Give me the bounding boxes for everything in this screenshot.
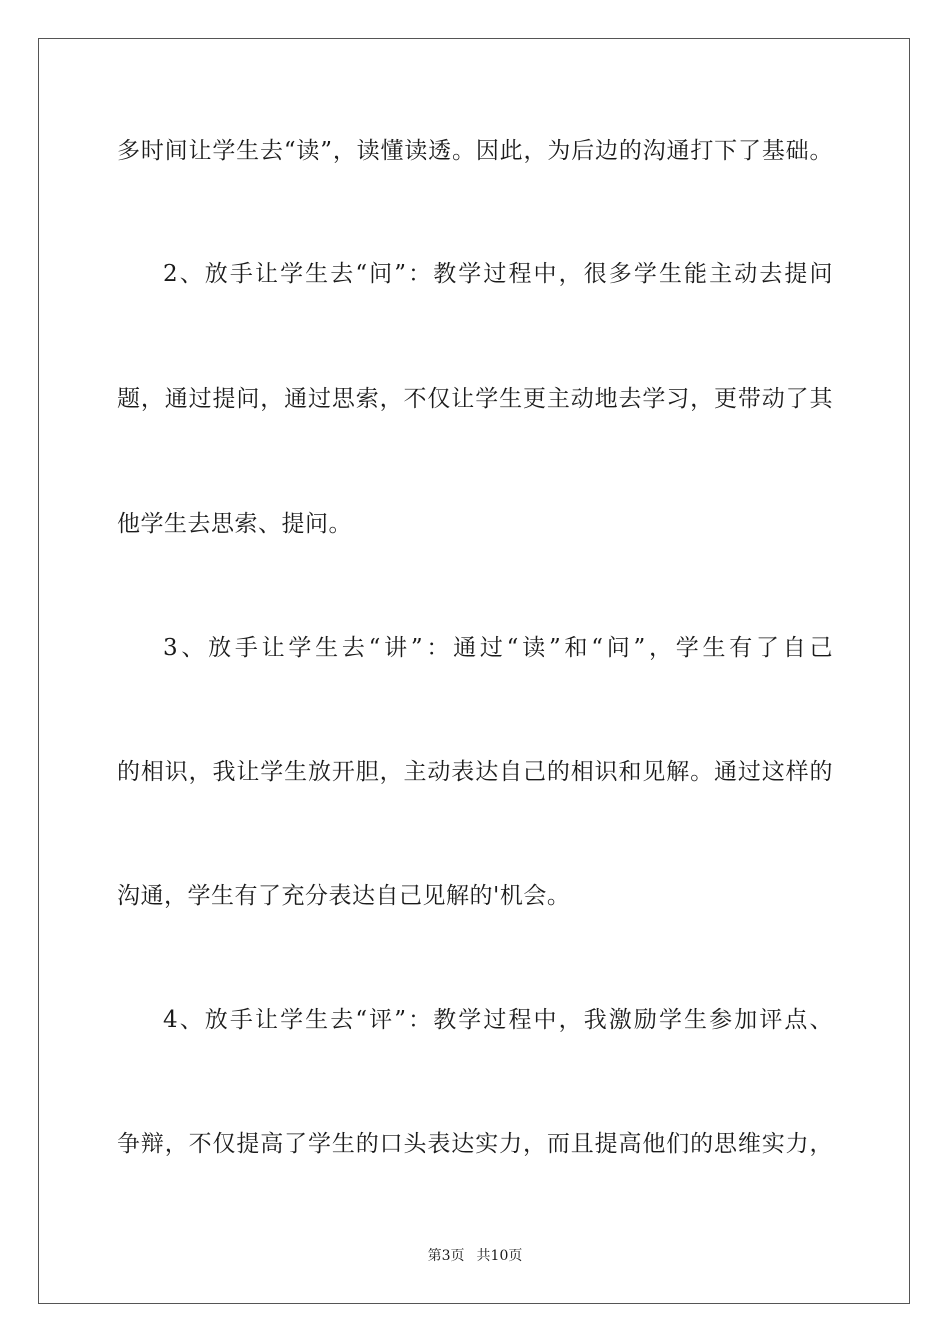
text-line-1: 多时间让学生去“读”，读懂读透。因此，为后边的沟通打下了基础。 — [117, 138, 833, 164]
page-footer — [0, 1247, 950, 1265]
text-line-5: 3、放手让学生去“讲”：通过“读”和“问”，学生有了自己 — [163, 635, 833, 661]
text-line-4: 他学生去思索、提问。 — [117, 511, 352, 537]
text-line-3: 题，通过提问，通过思索，不仅让学生更主动地去学习，更带动了其 — [117, 386, 833, 412]
page-number: 第3页 — [427, 1248, 465, 1264]
text-line-9: 争辩，不仅提高了学生的口头表达实力，而且提高他们的思维实力， — [117, 1131, 833, 1157]
page-frame — [38, 38, 910, 1304]
page-total: 共10页 — [476, 1248, 523, 1264]
text-line-8: 4、放手让学生去“评”：教学过程中，我激励学生参加评点、 — [163, 1007, 833, 1033]
text-line-2: 2、放手让学生去“问”：教学过程中，很多学生能主动去提问 — [163, 261, 833, 287]
text-line-7: 沟通，学生有了充分表达自己见解的'机会。 — [117, 883, 571, 909]
text-line-6: 的相识，我让学生放开胆，主动表达自己的相识和见解。通过这样的 — [117, 759, 833, 785]
